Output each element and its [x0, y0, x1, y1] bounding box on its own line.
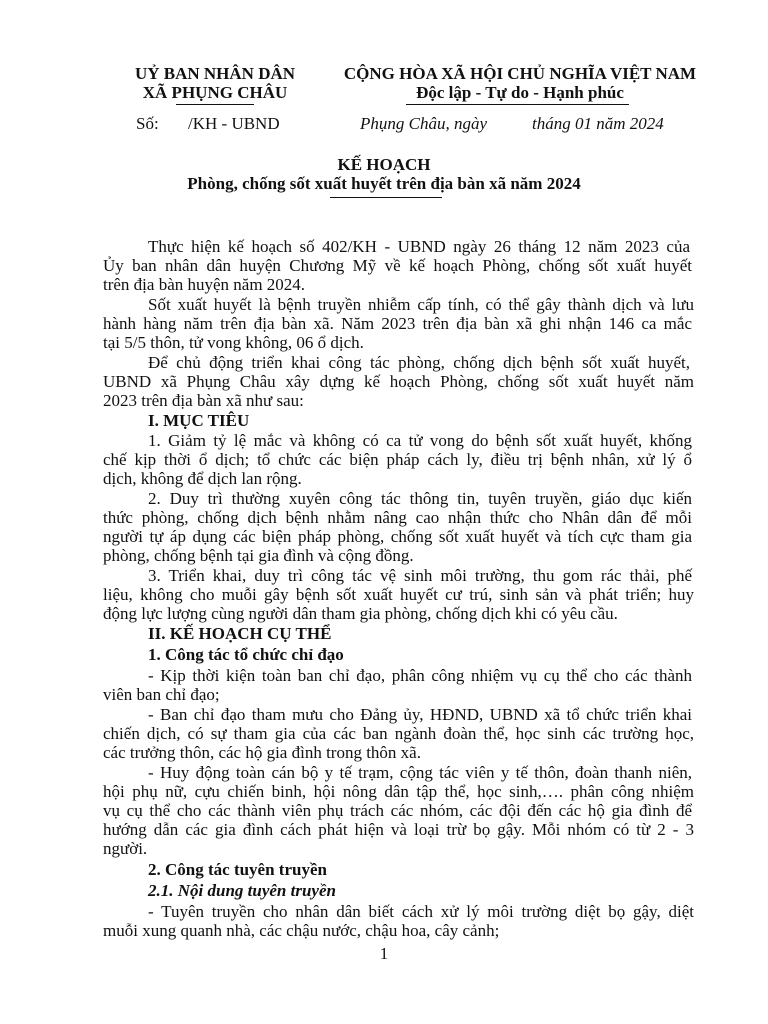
- national-title: CỘNG HÒA XÃ HỘI CHỦ NGHĨA VIỆT NAM: [343, 64, 697, 83]
- page-number: 1: [379, 944, 389, 963]
- motto-underline: [406, 104, 629, 105]
- title-underline: [330, 197, 442, 198]
- agency-name-line1: UỶ BAN NHÂN DÂN: [134, 64, 296, 83]
- national-motto: Độc lập - Tự do - Hạnh phúc: [416, 83, 624, 102]
- agency-underline: [176, 104, 254, 105]
- place-date-part2: tháng 01 năm 2024: [532, 114, 664, 133]
- place-date-part1: Phụng Châu, ngày: [360, 114, 488, 133]
- document-page: UỶ BAN NHÂN DÂN XÃ PHỤNG CHÂU CỘNG HÒA XÃ HỘI CHỦ NGHĨA VIỆT NAM Độc lập - Tự do - Hạnh phúc Số: /KH - UBND Phụng Châu, ngày tháng 01 năm 2024 KẾ HOẠCH Phòng, chống sốt xuất huyết trên địa bàn xã năm 2024 Thực hiện kế hoạch số 402/KH - UBND ngày 26 tháng 12 năm 2023 của Ủy ban nhân dân huyện Chương Mỹ về kế hoạch Phòng, chống sốt xuất huyết trên địa bàn huyện năm 2024. Sốt xuất huyết là bệnh truyền nhiễm cấp tính, có thể gây thành dịch và lưu hành hàng năm trên địa bàn xã. Năm 2023 trên địa bàn xã ghi nhận 146 ca mắc tại 5/5 thôn, tử vong không, 06 ổ dịch. Để chủ động triển khai công tác phòng, chống dịch bệnh sốt xuất huyết, UBND xã Phụng Châu xây dựng kế hoạch Phòng, chống sốt xuất huyết năm 2023 trên địa bàn xã như sau: I. MỤC TIÊU 1. Giảm tỷ lệ mắc và không có ca tử vong do bệnh sốt xuất huyết, khống chế kịp thời ổ dịch; tổ chức các biện pháp cách ly, điều trị bệnh nhân, xử lý ổ dịch, không để dịch lan rộng. 2. Duy trì thường xuyên công tác thông tin, tuyên truyền, giáo dục kiến thức phòng, chống dịch bệnh nhằm nâng cao nhận thức cho Nhân dân để mỗi người tự áp dụng các biện pháp phòng, chống sốt xuất huyết và tích cực tham gia phòng, chống bệnh tại gia đình và cộng đồng. 3. Triển khai, duy trì công tác vệ sinh môi trường, thu gom rác thải, phế liệu, không cho muỗi gây bệnh sốt xuất huyết cư trú, sinh sản và phát triển; huy động lực lượng cùng người dân tham gia phòng, chống dịch khi có yêu cầu. II. KẾ HOẠCH CỤ THỂ 1. Công tác tổ chức chỉ đạo - Kịp thời kiện toàn ban chỉ đạo, phân công nhiệm vụ cụ thể cho các thành viên ban chỉ đạo; - Ban chỉ đạo tham mưu cho Đảng ủy, HĐND, UBND xã tổ chức triển khai chiến dịch, có sự tham gia của các ban ngành đoàn thể, học sinh các trường học, các trưởng thôn, các hộ gia đình trong thôn xã. - Huy động toàn cán bộ y tế trạm, cộng tác viên y tế thôn, đoàn thanh niên, hội phụ nữ, cựu chiến binh, hội nông dân tập thể, học sinh,…. phân công nhiệm vụ cụ thể cho các thành viên phụ trách các nhóm, các đội đến các hộ gia đình để hướng dẫn các gia đình cách phát hiện và loại trừ bọ gậy. Mỗi nhóm có từ 2 - 3 người. 2. Công tác tuyên truyền 2.1. Nội dung tuyên truyền - Tuyên truyền cho nhân dân biết cách xử lý môi trường diệt bọ gậy, diệt muỗi xung quanh nhà, các chậu nước, chậu hoa, cây cảnh; 1: [0, 0, 768, 1024]
- doc-number-code: /KH - UBND: [188, 114, 280, 133]
- document-title: KẾ HOẠCH: [337, 155, 431, 174]
- doc-number-label: Số:: [136, 114, 159, 133]
- document-subtitle: Phòng, chống sốt xuất huyết trên địa bàn xã năm 2024: [187, 174, 581, 193]
- agency-name-line2: XÃ PHỤNG CHÂU: [142, 83, 288, 102]
